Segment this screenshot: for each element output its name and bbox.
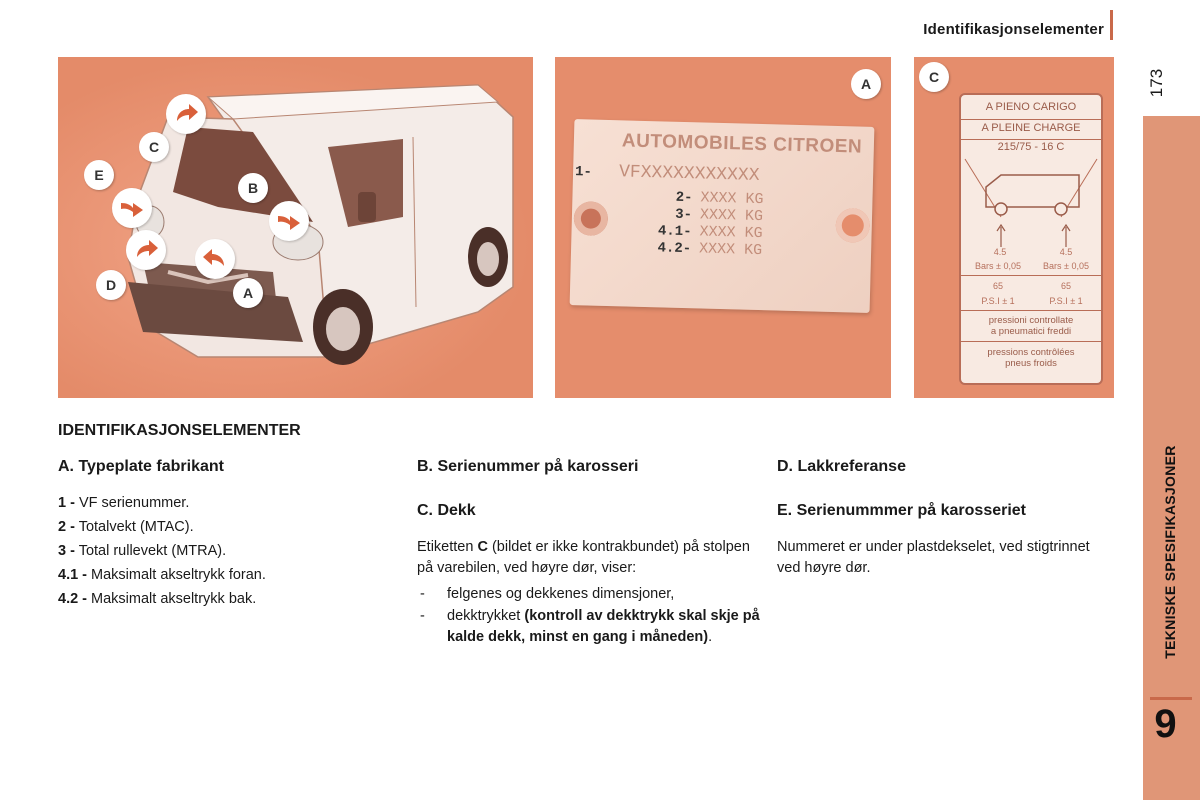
plate-value-4-2: XXXX KG <box>698 240 763 260</box>
plate-left-hole <box>573 201 608 236</box>
plate-value-3: XXXX KG <box>699 206 764 226</box>
list-item: 4.2 - Maksimalt akseltrykk bak. <box>58 591 257 607</box>
arrow-b-icon <box>269 201 309 241</box>
front-psi-value: 65 <box>992 281 1003 291</box>
section-heading: IDENTIFIKASJONSELEMENTER <box>58 422 301 439</box>
bullet-marker: - <box>420 608 425 624</box>
plate-label-3: 3- <box>674 206 693 224</box>
page-header-title: Identifikasjonselementer <box>923 21 1104 38</box>
french-note-2: pneus froids <box>1005 358 1057 369</box>
section-e-text: Nummeret er under plastdekselet, ved stigtrinnet ved høyre dør. <box>777 539 1090 576</box>
callout-c-tyre: C <box>919 62 949 92</box>
callout-a-plate: A <box>851 69 881 99</box>
section-d-title: D. Lakkreferanse <box>777 458 906 475</box>
plate-value-4-1: XXXX KG <box>699 223 763 243</box>
tyre-line-french: A PLEINE CHARGE <box>981 122 1081 134</box>
italian-note-2: a pneumatici freddi <box>990 326 1072 337</box>
section-a-title: A. Typeplate fabrikant <box>58 458 224 475</box>
list-item: 2 - Totalvekt (MTAC). <box>58 519 194 535</box>
arrow-d-icon <box>126 230 166 270</box>
header-rule <box>1110 10 1113 40</box>
plate-value-2: XXXX KG <box>700 189 764 209</box>
section-c-bullet-1: felgenes og dekkenes dimensjoner, <box>447 586 675 602</box>
section-b-title: B. Serienummer på karosseri <box>417 458 639 475</box>
list-item: 4.1 - Maksimalt akseltrykk foran. <box>58 567 266 583</box>
tyre-size: 215/75 - 16 C <box>997 141 1065 153</box>
van-tyre-icon <box>961 157 1101 257</box>
manufacturer-plate <box>570 119 875 313</box>
plate-value-1: VFXXXXXXXXXXX <box>618 162 760 186</box>
plate-label-4-2: 4.2- <box>657 240 692 258</box>
plate-label-1: 1- <box>574 164 593 181</box>
section-c-bullet-2: dekktrykket (kontroll av dekktrykk skal skje på kalde dekk, minst en gang i måneden). <box>447 608 760 645</box>
arrow-a-icon <box>195 239 235 279</box>
front-bar-value: 4.5 <box>993 247 1007 257</box>
callout-b: B <box>238 173 268 203</box>
callout-c: C <box>139 132 169 162</box>
tyre-pressure-label <box>959 93 1103 385</box>
arrow-c-icon <box>166 94 206 134</box>
plate-label-4-1: 4.1- <box>657 223 692 241</box>
van-illustration <box>58 57 533 398</box>
tyre-line-italian: A PIENO CARIGO <box>985 101 1077 113</box>
bullet-marker: - <box>420 586 425 602</box>
rear-bar-value: 4.5 <box>1059 247 1073 257</box>
list-item: 1 - VF serienummer. <box>58 495 190 511</box>
section-c-intro: Etiketten C (bildet er ikke kontrakbundet) på stolpen på varebilen, ved høyre dør, viser: <box>417 539 750 576</box>
list-item: 3 - Total rullevekt (MTRA). <box>58 543 227 559</box>
chapter-rule <box>1150 697 1192 700</box>
tyre-label-illustration <box>914 57 1114 398</box>
manufacturer-plate-illustration <box>555 57 891 398</box>
plate-brand: AUTOMOBILES CITROEN <box>621 130 863 158</box>
callout-d: D <box>96 270 126 300</box>
italian-note-1: pressioni controllate <box>988 315 1074 326</box>
rear-bar-unit: Bars ± 0,05 <box>1043 261 1089 271</box>
section-c-title: C. Dekk <box>417 502 476 519</box>
chapter-title: TEKNISKE SPESIFIKASJONER <box>1162 445 1178 659</box>
arrow-e-icon <box>112 188 152 228</box>
rear-psi-unit: P.S.I ± 1 <box>1049 296 1083 306</box>
page-number: 173 <box>1147 68 1166 98</box>
front-psi-unit: P.S.I ± 1 <box>981 296 1015 306</box>
chapter-number: 9 <box>1154 702 1177 746</box>
section-e-title: E. Serienummmer på karosseriet <box>777 502 1027 519</box>
callout-e: E <box>84 160 114 190</box>
french-note-1: pressions contrôlées <box>987 347 1075 358</box>
plate-right-hole <box>835 208 870 243</box>
plate-label-2: 2- <box>675 189 693 207</box>
callout-a: A <box>233 278 263 308</box>
front-bar-unit: Bars ± 0,05 <box>975 261 1021 271</box>
rear-psi-value: 65 <box>1060 281 1071 291</box>
